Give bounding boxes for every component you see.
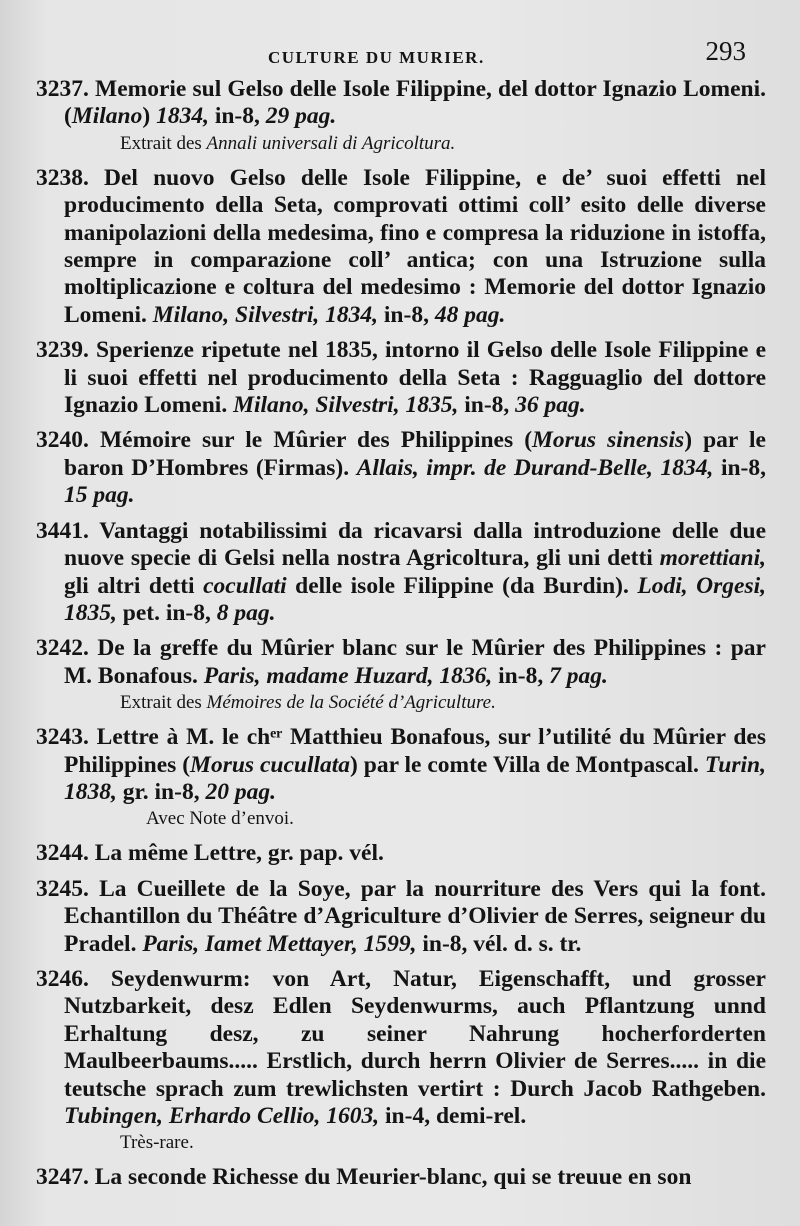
entry-text	[36, 518, 766, 628]
entry-format: gr. in-8,	[116, 778, 206, 805]
entry-text	[36, 876, 766, 958]
entry-place: Milano	[71, 103, 143, 130]
entry-format: in-8,	[208, 103, 266, 130]
entry-pages: 29 pag.	[265, 103, 337, 130]
entry-pages: 48 pag.	[434, 301, 506, 328]
entry-author: ) par le comte Villa de Montpascal.	[350, 751, 705, 778]
entry-author: ) par le baron D’Hombres (Firmas).	[64, 427, 766, 481]
entry-pages: 15 pag.	[64, 482, 135, 509]
entry-note	[36, 690, 766, 716]
entry-number: 3240.	[36, 427, 89, 454]
entry-number: 3245.	[36, 875, 89, 902]
entry-title: Seydenwurm: von Art, Natur, Eigenschafft, und grosser Nutzbarkeit, desz Edlen Seydenwurms, auch Pflantzung unnd Erhaltung desz, zu seiner Nahrung hocherforderten Maulbeerbaums..... Erstlich, durch herrn Olivier de Serres..... in die teutsche sprach zum trewlichsten vertirt : Durch Jacob Rathgeben.	[64, 965, 766, 1102]
entry-3237	[36, 76, 766, 157]
entry-text	[36, 337, 766, 419]
entry-number: 3237.	[36, 76, 89, 102]
entry-note: Très-rare.	[120, 1132, 194, 1154]
note-source: Annali universali di Agricoltura.	[206, 132, 456, 154]
page-number: 293	[705, 36, 746, 66]
entry-text	[36, 966, 766, 1130]
entry-text	[36, 165, 766, 329]
entry-text-part: gli altri detti	[64, 572, 204, 599]
entry-number: 3246.	[36, 965, 89, 992]
entry-format: in-8,	[458, 392, 516, 419]
entry-format: in-4, demi-rel.	[379, 1103, 527, 1129]
entry-imprint: Lodi, Orgesi, 1835,	[64, 572, 767, 626]
entry-format: pet. in-8,	[116, 599, 217, 626]
entry-number: 3242.	[36, 635, 89, 662]
entry-3239	[36, 337, 766, 419]
entry-text	[36, 724, 766, 806]
entry-number: 3247.	[36, 1164, 89, 1191]
entry-3441	[36, 518, 766, 628]
entry-year: 1834,	[156, 103, 209, 130]
entry-imprint: Paris, madame Huzard, 1836,	[203, 662, 493, 689]
entry-title: Vantaggi notabilissimi da ricavarsi dalla introduzione delle due nuove specie di Gelsi nella nostra Agricoltura, gli uni detti	[64, 517, 767, 572]
entry-text	[36, 427, 766, 509]
entry-3247	[36, 1164, 766, 1191]
entry-text	[36, 840, 766, 867]
entry-term: morettiani,	[659, 545, 766, 572]
entry-text	[36, 635, 766, 690]
entry-title: La Cueillete de la Soye, par la nourriture des Vers qui la font. Echantillon du Théâtre d’Agriculture d’Olivier de Serres, seigneur du Pradel.	[64, 875, 767, 957]
page-header	[0, 36, 800, 72]
entry-note	[36, 131, 766, 157]
entry-title: Memorie sul Gelso delle Isole Filippine, del dottor Ignazio Lomeni. (	[64, 76, 767, 130]
running-title: CULTURE DU MURIER.	[268, 48, 485, 67]
entry-text	[36, 76, 766, 131]
entry-imprint: Milano, Silvestri, 1835,	[233, 392, 459, 419]
entry-3245	[36, 876, 766, 958]
note-source: Mémoires de la Société d’Agriculture.	[206, 692, 496, 714]
entry-format: in-8,	[492, 662, 550, 689]
bibliography-list	[36, 76, 766, 1200]
entry-number: 3239.	[36, 337, 89, 364]
entry-3242	[36, 635, 766, 716]
entry-text-part: delle isole Filippine (da Burdin).	[286, 572, 638, 599]
entry-imprint: Turin, 1838,	[64, 751, 766, 805]
entry-title: Del nuovo Gelso delle Isole Filippine, e de’ suoi effetti nel producimento della Seta, comprovati ottimi coll’ esito delle diverse manipolazioni della medesima, fino e compresa la riduzione in istoffa, sempre in comparazione coll’ antica; con una Istruzione sulla moltiplicazione e coltura del medesimo : Memorie del dottor Ignazio Lomeni.	[64, 164, 767, 328]
entry-title: Mémoire sur le Mûrier des Philippines (	[99, 427, 533, 454]
entry-pages: 8 pag.	[216, 599, 276, 626]
entry-format: in-8,	[713, 454, 766, 481]
note-prefix: Extrait des	[120, 692, 207, 714]
entry-title: Lettre à M. le chᵉʳ Matthieu Bonafous, sur l’utilité du Mûrier des Philippines (	[64, 724, 767, 778]
entry-pages: 20 pag.	[205, 778, 276, 805]
entry-number: 3238.	[36, 164, 89, 191]
entry-number: 3243.	[36, 724, 89, 751]
entry-note: Avec Note d’envoi.	[146, 808, 294, 830]
entry-3244	[36, 840, 766, 867]
entry-title: Sperienze ripetute nel 1835, intorno il Gelso delle Isole Filippine e li suoi effetti nel producimento della Seta : Ragguaglio del dottore Ignazio Lomeni.	[64, 337, 767, 419]
entry-pages: 36 pag.	[515, 392, 586, 419]
entry-imprint: Allais, impr. de Durand-Belle, 1834,	[356, 454, 714, 481]
entry-number: 3244.	[36, 840, 89, 867]
entry-title: La seconde Richesse du Meurier-blanc, qui se treuue en son	[94, 1164, 692, 1191]
note-prefix: Extrait des	[120, 132, 207, 154]
entry-text	[36, 1164, 766, 1191]
entry-imprint: Paris, Iamet Mettayer, 1599,	[142, 930, 417, 957]
entry-format: in-8, vél. d. s. tr.	[416, 930, 582, 957]
entry-imprint: Tubingen, Erhardo Cellio, 1603,	[64, 1103, 380, 1129]
entry-3240	[36, 427, 766, 509]
entry-text-part: )	[142, 103, 157, 130]
entry-3238	[36, 165, 766, 329]
entry-term: cocullati	[203, 572, 287, 599]
entry-3243	[36, 724, 766, 832]
entry-species: Morus cucullata	[190, 751, 351, 778]
entry-species: Morus sinensis	[532, 427, 685, 454]
entry-pages: 7 pag.	[549, 662, 608, 689]
entry-imprint: Milano, Silvestri, 1834,	[152, 301, 379, 328]
entry-3246	[36, 966, 766, 1156]
entry-format: in-8,	[378, 301, 435, 328]
entry-number: 3441.	[36, 517, 89, 544]
entry-title: De la greffe du Mûrier blanc sur le Mûrier des Philippines : par M. Bonafous.	[64, 635, 766, 689]
entry-title: La même Lettre, gr. pap. vél.	[94, 840, 384, 867]
